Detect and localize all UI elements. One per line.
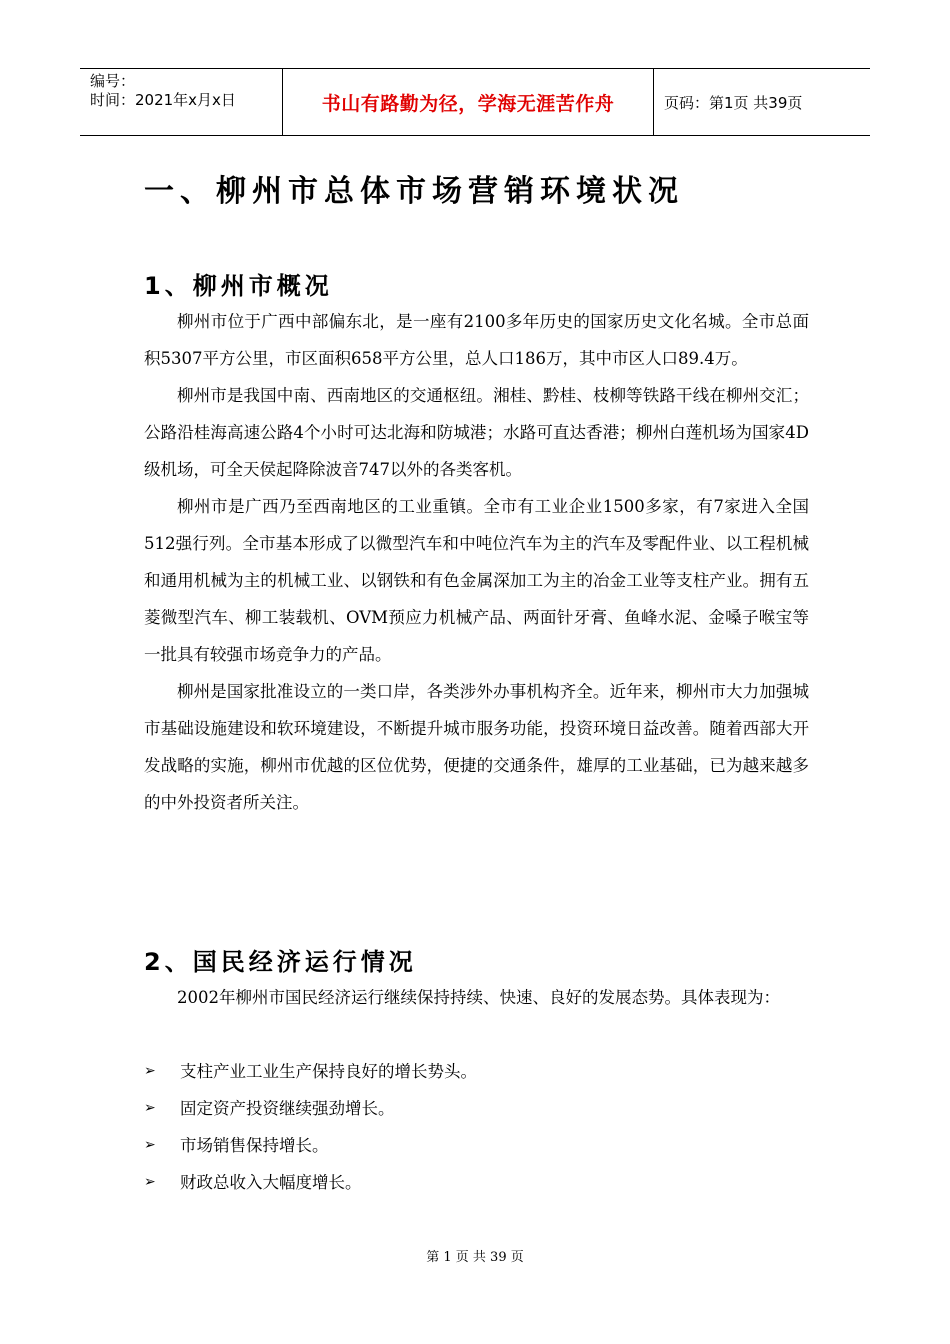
document-title: 一、柳州市总体市场营销环境状况 <box>144 174 684 209</box>
list-item <box>144 1127 809 1164</box>
page-footer: 第 1 页 共 39 页 <box>426 1250 524 1265</box>
bullet-text: 支柱产业工业生产保持良好的增长势头。 <box>180 1062 477 1081</box>
arrow-bullet-icon: ➢ <box>144 1137 156 1153</box>
section2-bullet-list <box>144 1053 809 1201</box>
header-page-info: 页码：第1页 共39页 <box>664 93 803 112</box>
section2-intro-block <box>144 979 809 1016</box>
header-code-label: 编号： <box>90 72 136 90</box>
section2-heading: 2、国民经济运行情况 <box>144 948 417 976</box>
section1-paragraph: 柳州市是广西乃至西南地区的工业重镇。全市有工业企业1500多家，有7家进入全国512强行列。全市基本形成了以微型汽车和中吨位汽车为主的汽车及零配件业、以工程机械和通用机械为主的机械工业、以钢铁和有色金属深加工为主的冶金工业等支柱产业。拥有五菱微型汽车、柳工装载机、OVM预应力机械产品、两面针牙膏、鱼峰水泥、金嗓子喉宝等一批具有较强市场竞争力的产品。 <box>144 497 809 664</box>
arrow-bullet-icon: ➢ <box>144 1174 156 1190</box>
arrow-bullet-icon: ➢ <box>144 1063 156 1079</box>
list-item <box>144 1053 809 1090</box>
header-time-label: 时间：2021年x月x日 <box>90 91 236 109</box>
page-header <box>80 68 870 136</box>
bullet-text: 固定资产投资继续强劲增长。 <box>180 1099 395 1118</box>
section1-paragraph: 柳州市是我国中南、西南地区的交通枢纽。湘桂、黔桂、枝柳等铁路干线在柳州交汇；公路沿桂海高速公路4个小时可达北海和防城港；水路可直达香港；柳州白莲机场为国家4D级机场，可全天侯起降除波音747以外的各类客机。 <box>144 386 809 479</box>
header-motto: 书山有路勤为径，学海无涯苦作舟 <box>282 69 654 135</box>
list-item <box>144 1090 809 1127</box>
bullet-text: 市场销售保持增长。 <box>180 1136 329 1155</box>
header-left-cell <box>80 69 282 135</box>
section2-intro: 2002年柳州市国民经济运行继续保持持续、快速、良好的发展态势。具体表现为： <box>177 988 780 1007</box>
section1-paragraph: 柳州市位于广西中部偏东北，是一座有2100多年历史的国家历史文化名城。全市总面积5307平方公里，市区面积658平方公里，总人口186万，其中市区人口89.4万。 <box>144 312 809 368</box>
section1-heading: 1、柳州市概况 <box>144 272 333 300</box>
list-item <box>144 1164 809 1201</box>
arrow-bullet-icon: ➢ <box>144 1100 156 1116</box>
bullet-text: 财政总收入大幅度增长。 <box>180 1173 362 1192</box>
section1-body <box>144 303 809 821</box>
section1-paragraph: 柳州是国家批准设立的一类口岸，各类涉外办事机构齐全。近年来，柳州市大力加强城市基础设施建设和软环境建设，不断提升城市服务功能，投资环境日益改善。随着西部大开发战略的实施，柳州市优越的区位优势，便捷的交通条件，雄厚的工业基础，已为越来越多的中外投资者所关注。 <box>144 682 809 812</box>
